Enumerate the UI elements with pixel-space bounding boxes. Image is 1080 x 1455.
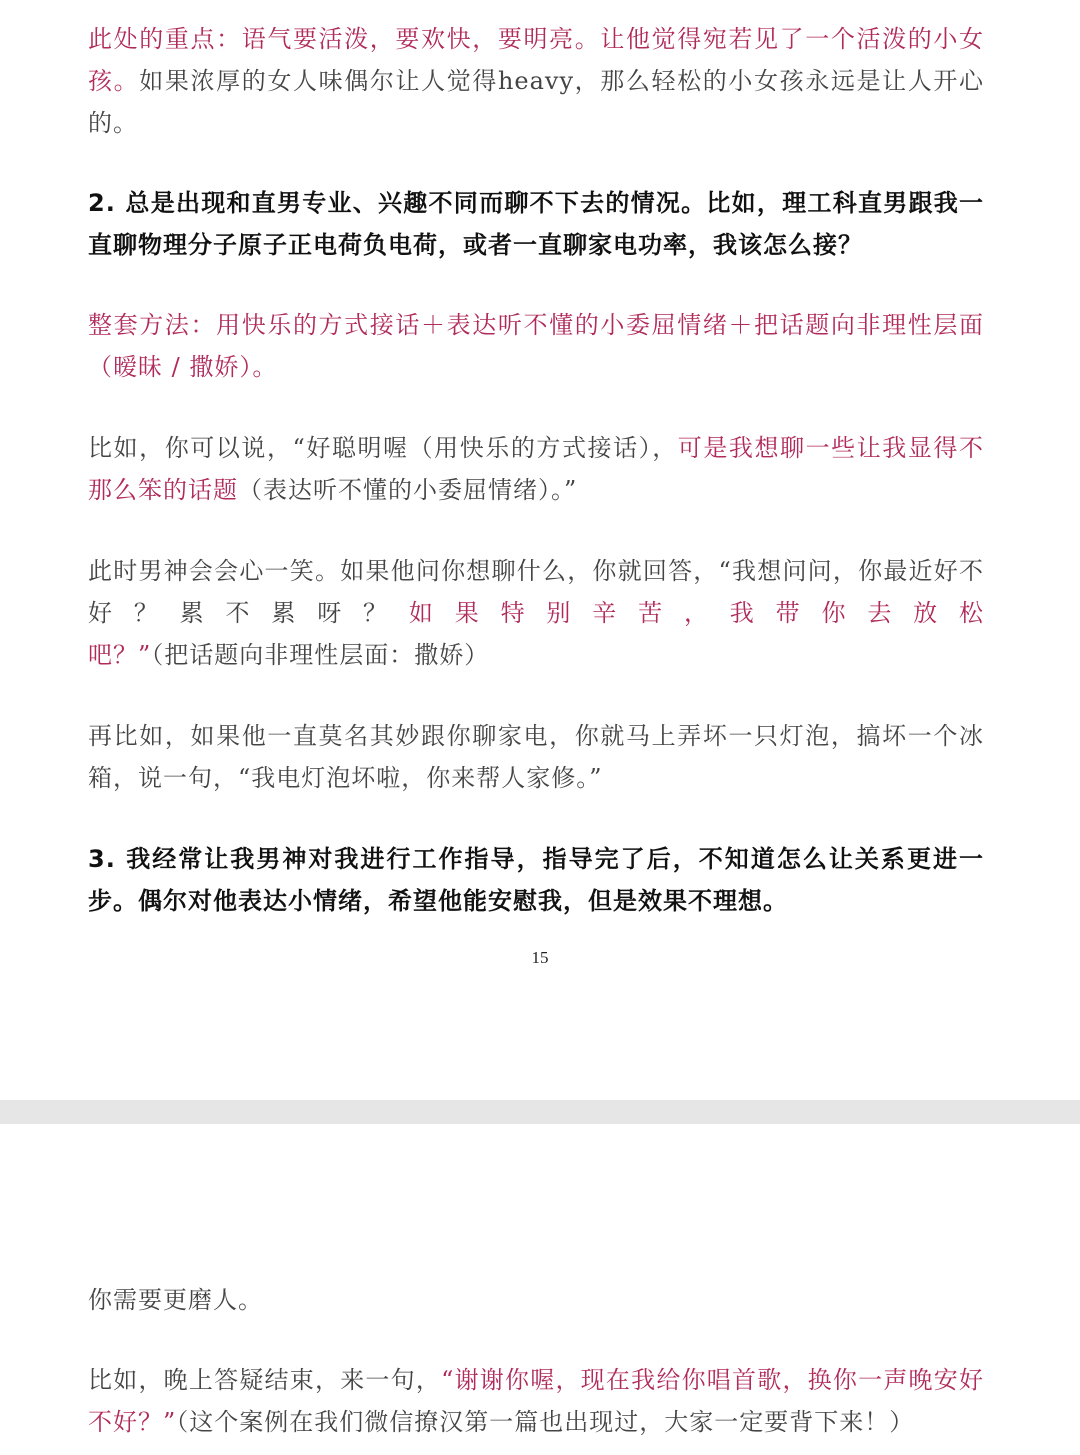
document-page-16: [0, 1124, 1080, 1455]
paragraph-example-3: 再比如，如果他一直莫名其妙跟你聊家电，你就马上弄坏一只灯泡，搞坏一个冰箱，说一句，“我电灯泡坏啦，你来帮人家修。”: [88, 722, 984, 792]
body-text: （把话题向非理性层面：撒娇）: [151, 641, 490, 669]
body-text: 如果浓厚的女人味偶尔让人觉得heavy，那么轻松的小女孩永远是让人开心的。: [88, 67, 984, 137]
paragraph-example-2: [88, 550, 984, 676]
body-text: （这个案例在我们微信撩汉第一篇也出现过，大家一定要背下来！）: [176, 1408, 915, 1436]
page-number: 15: [531, 948, 549, 967]
paragraph-advice: 你需要更磨人。: [88, 1286, 263, 1314]
paragraph-example-4: [88, 1359, 984, 1443]
emphasis-text: 如果特别辛苦，我带你去放松吧？”: [88, 599, 985, 669]
page-separator: [0, 1100, 1080, 1124]
question-heading-2: 2. 总是出现和直男专业、兴趣不同而聊不下去的情况。比如，理工科直男跟我一直聊物理分子原子正电荷负电荷，或者一直聊家电功率，我该怎么接？: [88, 189, 984, 259]
body-text: 比如，晚上答疑结束，来一句，: [88, 1366, 442, 1394]
emphasis-text: “谢谢你喔，现在我给你唱首歌，换你一声晚安好不好？”: [88, 1366, 984, 1436]
paragraph-method: 整套方法：用快乐的方式接话＋表达听不懂的小委屈情绪＋把话题向非理性层面（暧昧 / 撒娇）。: [88, 311, 984, 381]
question-heading-3: 3. 我经常让我男神对我进行工作指导，指导完了后，不知道怎么让关系更进一步。偶尔对他表达小情绪，希望他能安慰我，但是效果不理想。: [88, 845, 984, 915]
body-text: （表达听不懂的小委屈情绪）。”: [238, 476, 578, 504]
paragraph-focus-point: [88, 18, 984, 144]
body-text: 比如，你可以说，“好聪明喔（用快乐的方式接话），: [88, 434, 678, 462]
emphasis-text: 可是我想聊一些让我显得不那么笨的话题: [88, 434, 984, 504]
body-text: 此时男神会会心一笑。如果他问你想聊什么，你就回答，“我想问问，你最近好不好？累不累呀？: [88, 557, 984, 627]
paragraph-example-1: [88, 427, 984, 511]
emphasis-text: 此处的重点：语气要活泼，要欢快，要明亮。让他觉得宛若见了一个活泼的小女孩。: [88, 25, 984, 95]
